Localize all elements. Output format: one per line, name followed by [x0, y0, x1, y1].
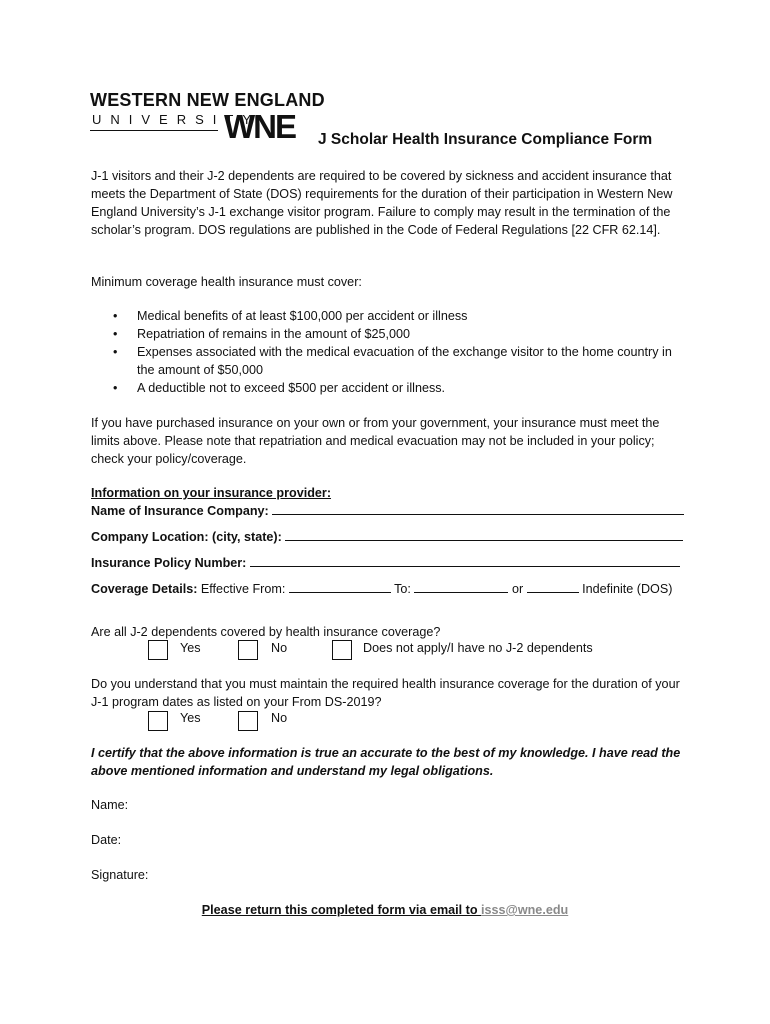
insurance-note: If you have purchased insurance on your own or from your government, your insurance must meet the limits above. Please note that repatriation and medical evacuation may not be included in your policy; check your policy/coverage. [91, 416, 660, 466]
list-item: • Medical benefits of at least $100,000 per accident or illness [91, 307, 685, 325]
or-label: or [511, 582, 524, 596]
wne-logo: WNE [224, 108, 295, 145]
provider-heading: Information on your insurance provider: [91, 486, 332, 500]
q2-no-checkbox[interactable] [238, 711, 258, 731]
policy-number-label: Insurance Policy Number: [91, 556, 247, 570]
coverage-details-row [91, 579, 685, 598]
return-text: Please return this completed form via email to [201, 903, 482, 917]
q1-not-applicable-checkbox[interactable] [332, 640, 352, 660]
indefinite-field[interactable] [527, 579, 579, 593]
effective-from-label: Effective From: [200, 582, 286, 596]
list-item: • A deductible not to exceed $500 per accident or illness. [91, 379, 685, 397]
policy-number-row [91, 553, 681, 572]
company-name-row [91, 501, 681, 520]
q1-yes-checkbox[interactable] [148, 640, 168, 660]
university-name-line1: WESTERN NEW ENGLAND [90, 90, 325, 110]
form-title: J Scholar Health Insurance Compliance Form [318, 131, 653, 148]
university-name-line2: UNIVERSITY [92, 112, 261, 127]
list-item: • Expenses associated with the medical evacuation of the exchange visitor to the home country in the amount of $50,000 [91, 343, 685, 379]
effective-to-field[interactable] [414, 579, 508, 593]
name-label: Name: [91, 798, 129, 812]
policy-number-field[interactable] [250, 553, 680, 567]
coverage-requirements-list [91, 307, 685, 397]
company-location-label: Company Location: (city, state): [91, 530, 282, 544]
return-instructions [0, 901, 770, 919]
q2-no-label: No [271, 711, 288, 725]
coverage-details-label: Coverage Details: [91, 582, 198, 596]
q1-yes-label: Yes [180, 641, 201, 655]
q1-not-applicable-label: Does not apply/I have no J-2 dependents [363, 641, 593, 655]
q1-no-label: No [271, 641, 288, 655]
list-item: • Repatriation of remains in the amount of $25,000 [91, 325, 685, 343]
q1-no-checkbox[interactable] [238, 640, 258, 660]
q1-text: Are all J-2 dependents covered by health insurance coverage? [91, 625, 441, 639]
certification-statement: I certify that the above information is true an accurate to the best of my knowledge. I have read the above mentioned information and understand my legal obligations. [91, 746, 681, 778]
to-label: To: [394, 582, 411, 596]
company-location-row [91, 527, 681, 546]
intro-paragraph: J-1 visitors and their J-2 dependents are required to be covered by sickness and accident insurance that meets the Department of State (DOS) requirements for the duration of their participation in Western New England University’s J-1 exchange visitor program. Failure to comply may result in the termination of the scholar’s program. DOS regulations are published in the Code of Federal Regulations [22 CFR 62.14]. [91, 169, 673, 237]
effective-from-field[interactable] [289, 579, 391, 593]
company-location-field[interactable] [285, 527, 683, 541]
q2-yes-checkbox[interactable] [148, 711, 168, 731]
indefinite-label: Indefinite (DOS) [582, 582, 673, 596]
company-name-label: Name of Insurance Company: [91, 504, 269, 518]
date-label: Date: [91, 833, 122, 847]
email-link[interactable]: isss@wne.edu [481, 903, 569, 917]
signature-label: Signature: [91, 868, 149, 882]
min-coverage-label: Minimum coverage health insurance must cover: [91, 275, 362, 289]
q2-yes-label: Yes [180, 711, 201, 725]
logo-divider [90, 130, 218, 131]
q2-text: Do you understand that you must maintain the required health insurance coverage for the duration of your J-1 program dates as listed on your From DS-2019? [91, 677, 680, 709]
company-name-field[interactable] [272, 501, 684, 515]
